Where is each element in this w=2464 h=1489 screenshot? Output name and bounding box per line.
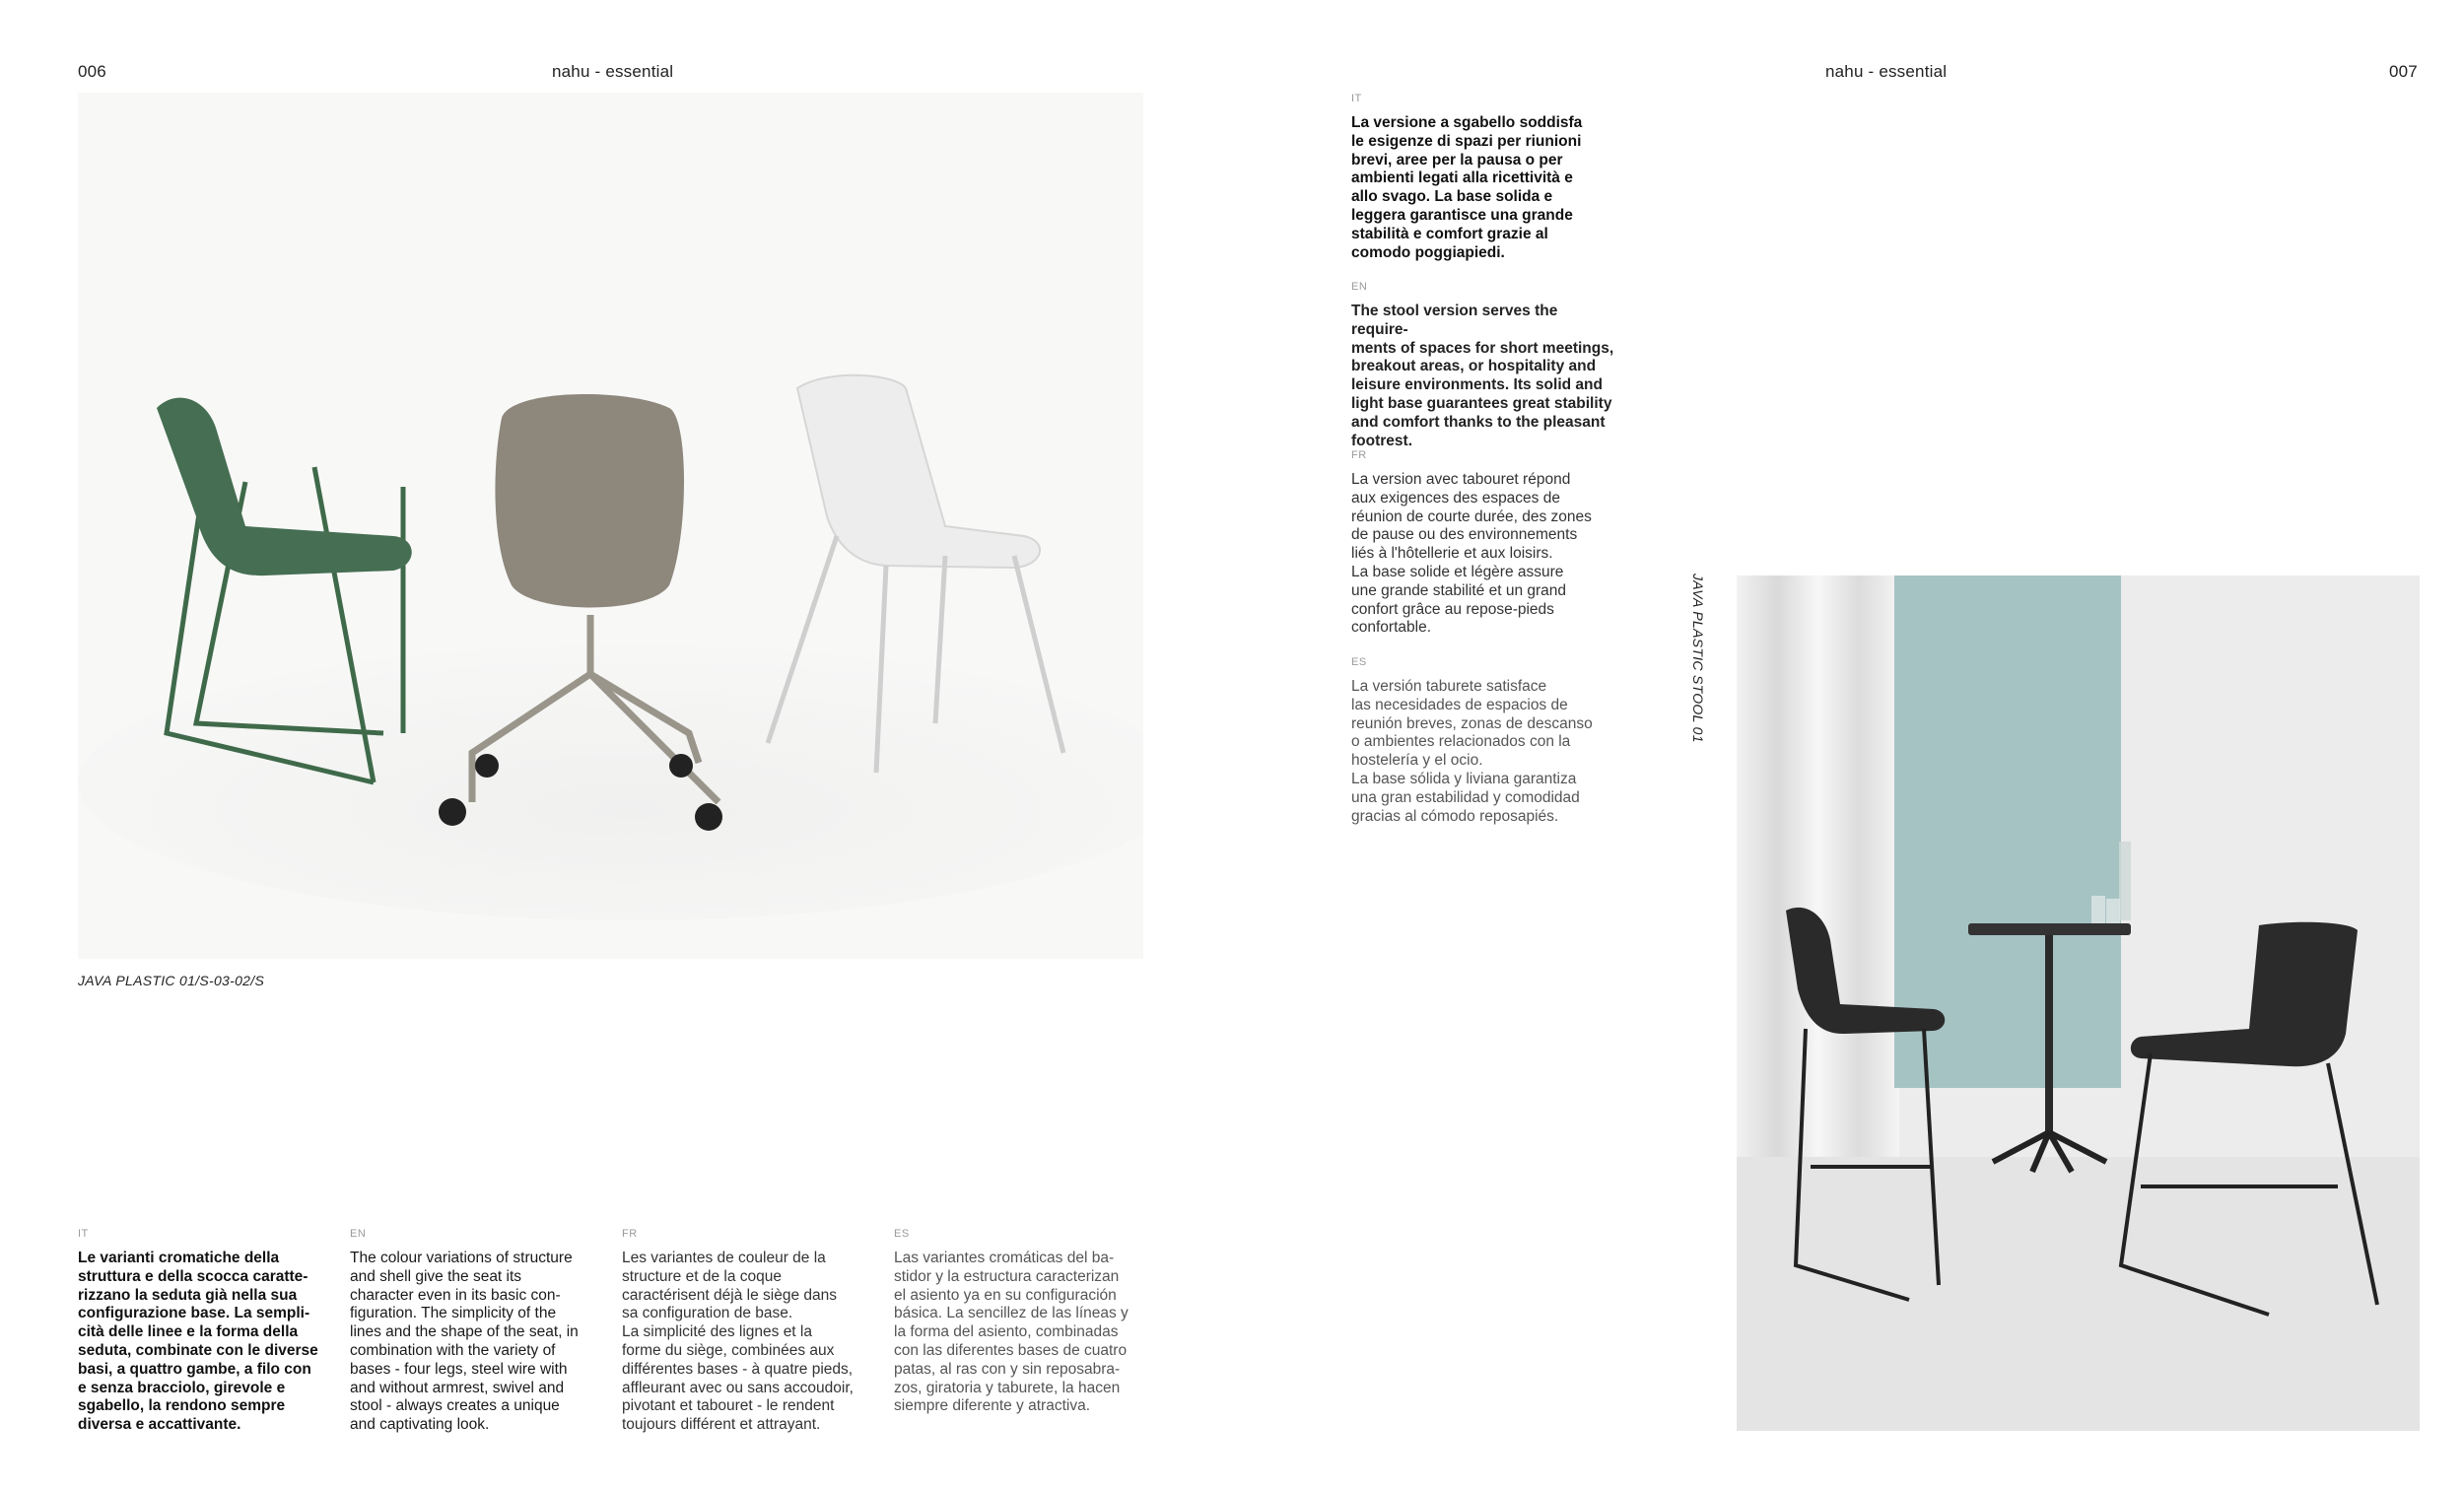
language-label: IT <box>1351 93 1362 104</box>
right-block-es <box>1351 656 1617 826</box>
stools-photo <box>1737 575 2420 1431</box>
language-label: FR <box>622 1228 638 1240</box>
body-text: The colour variations of structure and shell give the seat its character even in its basic con- figuration. The simplicity of the lines and the shape of the seat, in combination with the variety of bases - four legs, steel wire with and without armrest, swivel and stool - always creates a unique and captivating look. <box>350 1250 579 1434</box>
language-label: EN <box>1351 281 1368 293</box>
bottom-column-it <box>78 1228 359 1435</box>
chairs-illustration <box>78 93 1143 959</box>
body-text: La versione a sgabello soddisfa le esigenze di spazi per riunioni brevi, aree per la pausa o per ambienti legati alla ricettività e allo svago. La base solida e leggera garantisce una grande stabilità e comfort grazie al comodo poggiapiedi. <box>1351 114 1583 261</box>
language-label: IT <box>78 1228 89 1240</box>
left-running-title: nahu - essential <box>552 62 674 81</box>
right-photo-caption: JAVA PLASTIC STOOL 01 <box>1690 574 1706 743</box>
bottom-column-en <box>350 1228 631 1435</box>
body-text: Las variantes cromáticas del ba- stidor y la estructura caracterizan el asiento ya en su configuración básica. La sencillez de las líneas y la forma del asiento, combinadas con las diferentes bases de cuatro patas, al ras con y sin reposabra- zos, giratoria y taburete, la hacen siempre diferente y atractiva. <box>894 1250 1129 1415</box>
chairs-photo <box>78 93 1143 959</box>
bottom-column-es <box>894 1228 1175 1416</box>
stools-illustration <box>1737 575 2420 1431</box>
right-running-title: nahu - essential <box>1825 62 1948 81</box>
language-label: EN <box>350 1228 367 1240</box>
language-label: ES <box>1351 656 1367 668</box>
language-label: ES <box>894 1228 910 1240</box>
right-block-it <box>1351 93 1617 262</box>
right-block-en <box>1351 281 1617 450</box>
body-text: La version avec tabouret répond aux exigences des espaces de réunion de courte durée, des zones de pause ou des environnements liés à l'hôtellerie et aux loisirs. La base solide et légère assure une grande stabilité et un grand confort grâce au repose-pieds confortable. <box>1351 471 1592 637</box>
right-block-fr <box>1351 449 1617 638</box>
body-text: Le varianti cromatiche della struttura e della scocca caratte- rizzano la seduta già nella sua configurazione base. La sempli- cità delle linee e la forma della seduta, combinate con le diverse basi, a quattro gambe, a filo con e senza bracciolo, girevole e sgabello, la rendono sempre diversa e accattivante. <box>78 1250 318 1434</box>
right-page-number: 007 <box>2389 62 2418 81</box>
bottom-column-fr <box>622 1228 903 1435</box>
language-label: FR <box>1351 449 1367 461</box>
left-page-number: 006 <box>78 62 106 81</box>
body-text: The stool version serves the require- ments of spaces for short meetings, breakout areas, or hospitality and leisure environments. Its solid and light base guarantees great stability and comfort thanks to the pleasant footrest. <box>1351 303 1614 449</box>
body-text: La versión taburete satisface las necesidades de espacios de reunión breves, zonas de descanso o ambientes relacionados con la hostelería y el ocio. La base sólida y liviana garantiza una gran estabilidad y comodidad gracias al cómodo reposapiés. <box>1351 678 1593 825</box>
left-photo-caption: JAVA PLASTIC 01/S-03-02/S <box>78 973 265 988</box>
body-text: Les variantes de couleur de la structure et de la coque caractérisent déjà le siège dans sa configuration de base. La simplicité des lignes et la forme du siège, combinées aux différentes bases - à quatre pieds, affleurant avec ou sans accoudoir, pivotant et tabouret - le rendent toujours différent et attrayant. <box>622 1250 854 1434</box>
